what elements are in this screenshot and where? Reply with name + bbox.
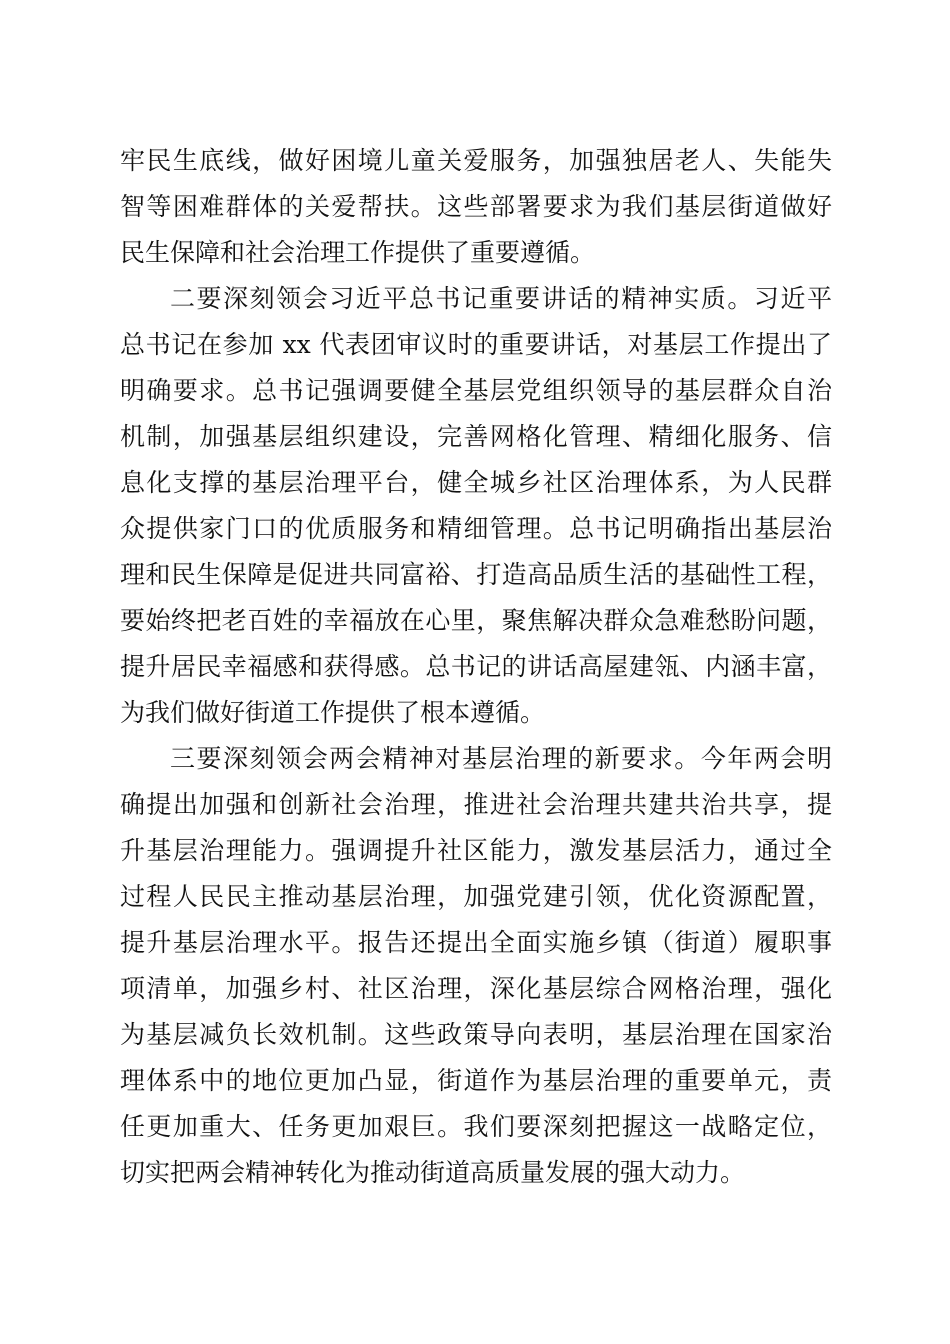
paragraph-line: 提升居民幸福感和获得感。总书记的讲话高屋建瓴、内涵丰富， <box>120 652 832 681</box>
paragraph-3 <box>120 736 832 1196</box>
paragraph-line: 项清单，加强乡村、社区治理，深化基层综合网格治理，强化 <box>120 974 832 1003</box>
paragraph-line: 确提出加强和创新社会治理，推进社会治理共建共治共享，提 <box>120 790 832 819</box>
paragraph-line: 为我们做好街道工作提供了根本遵循。 <box>120 698 546 727</box>
paragraph-line: 息化支撑的基层治理平台，健全城乡社区治理体系，为人民群 <box>120 468 832 497</box>
paragraph-line: 总书记在参加 xx 代表团审议时的重要讲话，对基层工作提出了 <box>120 330 832 359</box>
paragraph-line: 明确要求。总书记强调要健全基层党组织领导的基层群众自治 <box>120 376 832 405</box>
paragraph-line: 要始终把老百姓的幸福放在心里，聚焦解决群众急难愁盼问题， <box>120 606 832 635</box>
paragraph-line: 智等困难群体的关爱帮扶。这些部署要求为我们基层街道做好 <box>120 192 832 221</box>
paragraph-line: 为基层减负长效机制。这些政策导向表明，基层治理在国家治 <box>120 1020 832 1049</box>
paragraph-line: 升基层治理能力。强调提升社区能力，激发基层活力，通过全 <box>120 836 832 865</box>
paragraph-line: 民生保障和社会治理工作提供了重要遵循。 <box>120 238 596 267</box>
paragraph-line: 理体系中的地位更加凸显，街道作为基层治理的重要单元，责 <box>120 1066 832 1095</box>
paragraph-line: 提升基层治理水平。报告还提出全面实施乡镇（街道）履职事 <box>120 928 832 957</box>
paragraph-2 <box>120 276 832 736</box>
paragraph-1 <box>120 138 832 276</box>
paragraph-line: 过程人民民主推动基层治理，加强党建引领，优化资源配置， <box>120 882 832 911</box>
paragraph-line: 牢民生底线，做好困境儿童关爱服务，加强独居老人、失能失 <box>120 146 832 175</box>
paragraph-line: 切实把两会精神转化为推动街道高质量发展的强大动力。 <box>120 1158 746 1187</box>
paragraph-line: 任更加重大、任务更加艰巨。我们要深刻把握这一战略定位， <box>120 1112 832 1141</box>
paragraph-line: 三要深刻领会两会精神对基层治理的新要求。今年两会明 <box>170 744 832 773</box>
paragraph-line: 二要深刻领会习近平总书记重要讲话的精神实质。习近平 <box>170 284 832 313</box>
paragraph-line: 众提供家门口的优质服务和精细管理。总书记明确指出基层治 <box>120 514 832 543</box>
paragraph-line: 理和民生保障是促进共同富裕、打造高品质生活的基础性工程， <box>120 560 832 589</box>
paragraph-line: 机制，加强基层组织建设，完善网格化管理、精细化服务、信 <box>120 422 832 451</box>
